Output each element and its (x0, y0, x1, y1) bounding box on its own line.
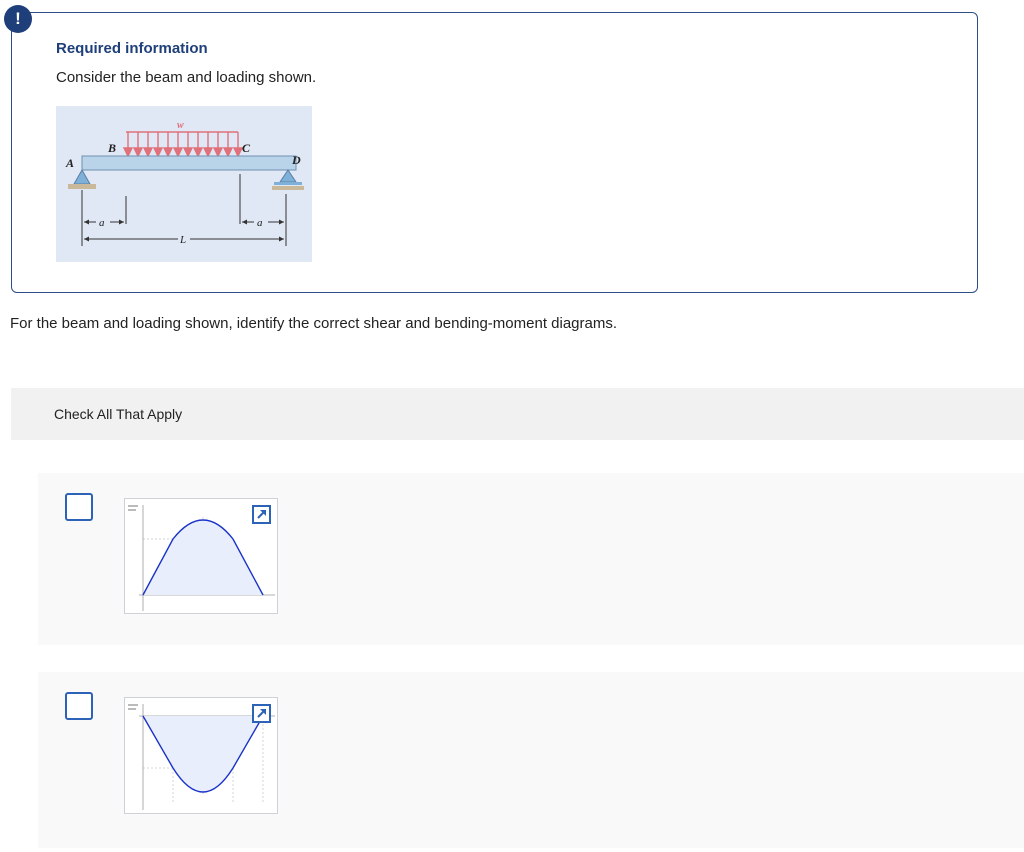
label-D: D (292, 153, 301, 167)
alert-icon: ! (4, 5, 32, 33)
distributed-load-arrows (124, 132, 242, 156)
info-description: Consider the beam and loading shown. (56, 69, 317, 86)
label-w: w (177, 120, 184, 131)
answer-option-1 (38, 473, 1024, 645)
beam (82, 156, 296, 170)
roller-support-right (280, 170, 296, 182)
expand-arrow-icon (254, 507, 269, 522)
beam-loading-figure (56, 106, 312, 262)
info-title: Required information (56, 40, 208, 57)
expand-arrow-icon (254, 706, 269, 721)
option-2-expand-button[interactable] (252, 704, 271, 723)
label-A: A (66, 156, 75, 170)
label-L: L (180, 234, 187, 246)
required-information-panel (11, 12, 978, 293)
question-text: For the beam and loading shown, identify the correct shear and bending-moment diagrams. (10, 315, 618, 332)
label-a-left: a (99, 217, 105, 229)
label-a-right: a (257, 217, 263, 229)
option-1-expand-button[interactable] (252, 505, 271, 524)
label-B: B (108, 141, 117, 155)
answer-option-2 (38, 672, 1024, 848)
option-2-checkbox[interactable] (65, 692, 93, 720)
pin-support-left (74, 170, 90, 184)
check-all-label: Check All That Apply (54, 406, 183, 422)
check-all-header (11, 388, 1024, 440)
option-1-checkbox[interactable] (65, 493, 93, 521)
label-C: C (242, 141, 251, 155)
